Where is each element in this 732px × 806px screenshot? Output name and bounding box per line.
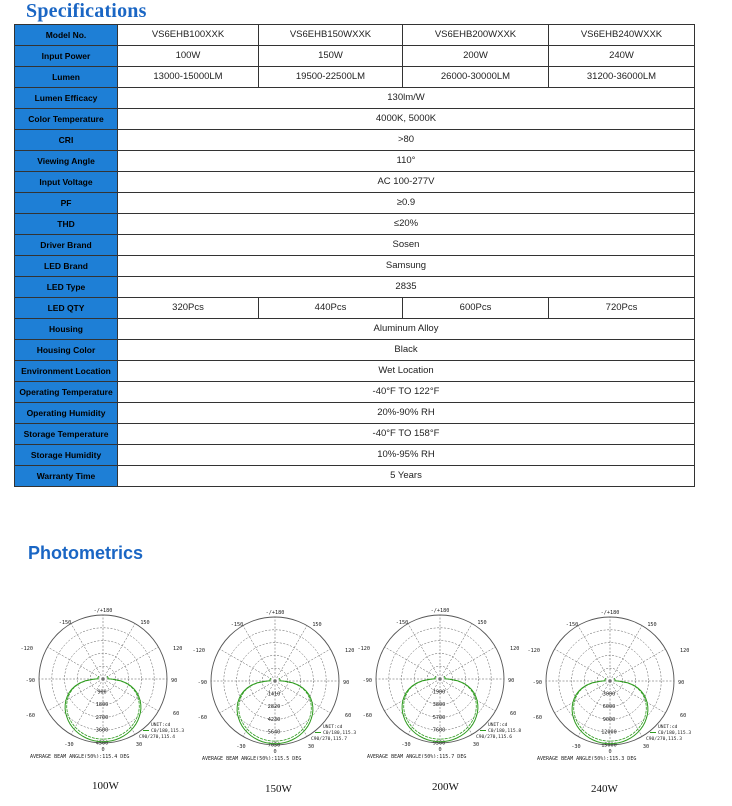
polar-angle-label: 120 (680, 648, 690, 654)
polar-spoke (385, 679, 440, 711)
spec-cell: VS6EHB150WXXK (259, 25, 403, 46)
polar-chart-svg (525, 608, 715, 760)
polar-spoke (103, 647, 158, 679)
spec-row (15, 172, 695, 193)
spec-cell: VS6EHB100XXK (118, 25, 259, 46)
polar-ring-label: 15000 (601, 742, 617, 749)
spec-cell: 320Pcs (118, 298, 259, 319)
spec-label: Model No. (15, 25, 118, 46)
polar-angle-label: -120 (192, 648, 205, 654)
polar-angle-label: -150 (58, 620, 72, 626)
polar-legend-text: C0/180,115.3 (658, 731, 692, 736)
polar-angle-label: 30 (135, 742, 143, 748)
polar-angle-label: 60 (173, 711, 180, 717)
spec-row (15, 340, 695, 361)
spec-cell: 600Pcs (403, 298, 549, 319)
polar-angle-label: 120 (173, 646, 183, 652)
polar-angle-label: -120 (357, 646, 370, 652)
polar-spoke (610, 626, 642, 681)
spec-label: Input Voltage (15, 172, 118, 193)
spec-label: PF (15, 193, 118, 214)
spec-row (15, 445, 695, 466)
spec-label: Viewing Angle (15, 151, 118, 172)
polar-legend-text: UNIT:cd (323, 725, 343, 730)
polar-ring-label: 5640 (267, 729, 281, 736)
polar-angle-label: -30 (571, 744, 581, 750)
polar-diagram (190, 608, 380, 760)
polar-legend-text: UNIT:cd (151, 723, 171, 728)
polar-legend-text: C0/180,115.3 (323, 731, 357, 736)
polar-ring-label: 3800 (432, 702, 446, 709)
spec-label: Housing (15, 319, 118, 340)
polar-angle-label: 60 (680, 713, 687, 719)
polar-angle-label: -90 (25, 678, 35, 684)
spec-value: ≤20% (118, 214, 695, 235)
polar-angle-label: 150 (312, 622, 322, 628)
polar-angle-label: -150 (230, 622, 244, 628)
spec-cell: VS6EHB200WXXK (403, 25, 549, 46)
polar-legend-text: C90/270,115.7 (311, 737, 347, 742)
spec-value: -40°F TO 122°F (118, 382, 695, 403)
spec-label: Operating Temperature (15, 382, 118, 403)
spec-cell: 150W (259, 46, 403, 67)
spec-cell: 31200-36000LM (549, 67, 695, 88)
spec-row (15, 424, 695, 445)
polar-ring-label: 6000 (602, 704, 616, 711)
spec-value: -40°F TO 158°F (118, 424, 695, 445)
polar-angle-label: -150 (395, 620, 409, 626)
polar-legend-text: UNIT:cd (658, 725, 678, 730)
polar-ring-label: 1410 (267, 691, 281, 698)
spec-label: THD (15, 214, 118, 235)
spec-label: Storage Temperature (15, 424, 118, 445)
spec-value: Wet Location (118, 361, 695, 382)
spec-label: Color Temperature (15, 109, 118, 130)
polar-angle-label: 90 (678, 680, 685, 686)
polar-spoke (275, 681, 330, 713)
polar-angle-label: -30 (401, 742, 411, 748)
polar-angle-label: 90 (508, 678, 515, 684)
polar-spoke (220, 649, 275, 681)
spec-value: Samsung (118, 256, 695, 277)
spec-row (15, 67, 695, 88)
spec-label: Housing Color (15, 340, 118, 361)
spec-label: Environment Location (15, 361, 118, 382)
polar-angle-label: -60 (25, 713, 35, 719)
polar-ring-label: 2700 (95, 714, 109, 721)
polar-angle-label: 60 (345, 713, 352, 719)
polar-ring-label: 5700 (432, 714, 446, 721)
spec-row (15, 151, 695, 172)
polar-chart-svg (355, 606, 545, 758)
spec-cell: 19500-22500LM (259, 67, 403, 88)
spec-value: 130lm/W (118, 88, 695, 109)
polar-spoke (440, 624, 472, 679)
spec-cell: 100W (118, 46, 259, 67)
spec-cell: 720Pcs (549, 298, 695, 319)
polar-ring-label: 4230 (267, 716, 281, 723)
polar-chart-svg (190, 608, 380, 760)
spec-value: 2835 (118, 277, 695, 298)
polar-ring-label: 9500 (432, 740, 446, 747)
spec-row (15, 361, 695, 382)
polar-legend-text: UNIT:cd (488, 723, 508, 728)
polar-ring-label: 3600 (95, 727, 109, 734)
polar-angle-label: -120 (527, 648, 540, 654)
polar-diagram (525, 608, 715, 760)
polar-angle-label: -/+180 (265, 610, 285, 616)
spec-value: 20%-90% RH (118, 403, 695, 424)
spec-row (15, 46, 695, 67)
polar-angle-label: 60 (510, 711, 517, 717)
polar-ring-label: 7600 (432, 727, 446, 734)
polar-spoke (275, 626, 307, 681)
polar-angle-label: 0 (101, 747, 105, 753)
specifications-title: Specifications (26, 0, 147, 22)
spec-value: Aluminum Alloy (118, 319, 695, 340)
spec-value: 110° (118, 151, 695, 172)
spec-label: CRI (15, 130, 118, 151)
polar-spoke (555, 649, 610, 681)
polar-angle-label: 90 (171, 678, 178, 684)
polar-angle-label: 120 (345, 648, 355, 654)
polar-legend-text: C90/270,115.3 (646, 737, 682, 742)
polar-spoke (385, 647, 440, 679)
polar-angle-label: -60 (362, 713, 372, 719)
spec-label: Lumen Efficacy (15, 88, 118, 109)
spec-row (15, 403, 695, 424)
polar-angle-label: 30 (472, 742, 480, 748)
polar-angle-label: 0 (608, 749, 612, 755)
spec-row (15, 109, 695, 130)
polar-angle-label: -90 (197, 680, 207, 686)
polar-ring-label: 9000 (602, 716, 616, 723)
spec-row (15, 382, 695, 403)
polar-angle-label: -60 (197, 715, 207, 721)
polar-diagram (355, 606, 545, 758)
polar-legend-text: C0/180,115.8 (488, 729, 522, 734)
wattage-label: 240W (591, 783, 618, 795)
polar-spoke (103, 679, 158, 711)
polar-ring-label: 1900 (432, 689, 446, 696)
polar-angle-label: 30 (307, 744, 315, 750)
polar-legend-text: C90/270,115.4 (139, 735, 175, 740)
spec-value: ≥0.9 (118, 193, 695, 214)
polar-spoke (610, 681, 665, 713)
spec-label: Operating Humidity (15, 403, 118, 424)
polar-angle-label: 90 (343, 680, 350, 686)
polar-angle-label: -30 (236, 744, 246, 750)
spec-label: Driver Brand (15, 235, 118, 256)
polar-angle-label: 0 (273, 749, 277, 755)
spec-row (15, 298, 695, 319)
polar-spoke (48, 679, 103, 711)
spec-label: Warranty Time (15, 466, 118, 487)
specifications-table (14, 24, 695, 487)
spec-value: 5 Years (118, 466, 695, 487)
polar-chart-svg (18, 606, 208, 758)
polar-ring-label: 4500 (95, 740, 109, 747)
polar-diagram (18, 606, 208, 758)
spec-row (15, 277, 695, 298)
polar-spoke (275, 649, 330, 681)
spec-cell: 13000-15000LM (118, 67, 259, 88)
spec-row (15, 319, 695, 340)
spec-value: 4000K, 5000K (118, 109, 695, 130)
spec-row (15, 130, 695, 151)
spec-cell: 26000-30000LM (403, 67, 549, 88)
beam-angle-caption: AVERAGE BEAM ANGLE(50%):115.4 DEG (30, 754, 130, 758)
polar-spoke (103, 624, 135, 679)
spec-value: 10%-95% RH (118, 445, 695, 466)
beam-angle-caption: AVERAGE BEAM ANGLE(50%):115.3 DEG (537, 756, 637, 760)
polar-spoke (48, 647, 103, 679)
beam-angle-caption: AVERAGE BEAM ANGLE(50%):115.5 DEG (202, 756, 302, 760)
polar-angle-label: -90 (362, 678, 372, 684)
polar-angle-label: 150 (477, 620, 487, 626)
polar-ring-label: 12000 (601, 729, 617, 736)
spec-row (15, 88, 695, 109)
polar-spoke (408, 624, 440, 679)
spec-row (15, 193, 695, 214)
polar-spoke (555, 681, 610, 713)
polar-spoke (71, 624, 103, 679)
photometrics-title: Photometrics (28, 543, 144, 563)
spec-row (15, 466, 695, 487)
polar-ring-label: 1800 (95, 702, 109, 709)
spec-label: Storage Humidity (15, 445, 118, 466)
polar-angle-label: 150 (647, 622, 657, 628)
wattage-label: 100W (92, 780, 119, 792)
spec-label: LED Type (15, 277, 118, 298)
spec-value: >80 (118, 130, 695, 151)
spec-cell: VS6EHB240WXXK (549, 25, 695, 46)
wattage-label: 150W (265, 783, 292, 795)
polar-ring-label: 900 (97, 689, 107, 696)
wattage-label: 200W (432, 781, 459, 793)
polar-angle-label: -120 (20, 646, 33, 652)
polar-angle-label: -/+180 (600, 610, 620, 616)
polar-legend-text: C0/180,115.3 (151, 729, 185, 734)
spec-label: LED QTY (15, 298, 118, 319)
polar-spoke (440, 679, 495, 711)
polar-spoke (220, 681, 275, 713)
spec-row (15, 25, 695, 46)
polar-angle-label: 30 (642, 744, 650, 750)
polar-ring-label: 7050 (267, 742, 281, 749)
spec-value: Black (118, 340, 695, 361)
polar-angle-label: -30 (64, 742, 74, 748)
polar-spoke (243, 626, 275, 681)
polar-legend-text: C90/270,115.6 (476, 735, 512, 740)
spec-label: LED Brand (15, 256, 118, 277)
spec-row (15, 214, 695, 235)
polar-angle-label: -/+180 (93, 608, 113, 614)
polar-angle-label: -150 (565, 622, 579, 628)
spec-cell: 240W (549, 46, 695, 67)
polar-spoke (440, 647, 495, 679)
polar-angle-label: -/+180 (430, 608, 450, 614)
spec-value: Sosen (118, 235, 695, 256)
polar-ring-label: 3000 (602, 691, 616, 698)
polar-angle-label: -60 (532, 715, 542, 721)
spec-row (15, 235, 695, 256)
spec-row (15, 256, 695, 277)
polar-spoke (578, 626, 610, 681)
spec-label: Input Power (15, 46, 118, 67)
polar-angle-label: 120 (510, 646, 520, 652)
polar-ring-label: 2820 (267, 704, 281, 711)
polar-angle-label: -90 (532, 680, 542, 686)
spec-cell: 200W (403, 46, 549, 67)
beam-angle-caption: AVERAGE BEAM ANGLE(50%):115.7 DEG (367, 754, 467, 758)
spec-label: Lumen (15, 67, 118, 88)
polar-angle-label: 0 (438, 747, 442, 753)
spec-value: AC 100-277V (118, 172, 695, 193)
polar-spoke (610, 649, 665, 681)
spec-cell: 440Pcs (259, 298, 403, 319)
polar-angle-label: 150 (140, 620, 150, 626)
